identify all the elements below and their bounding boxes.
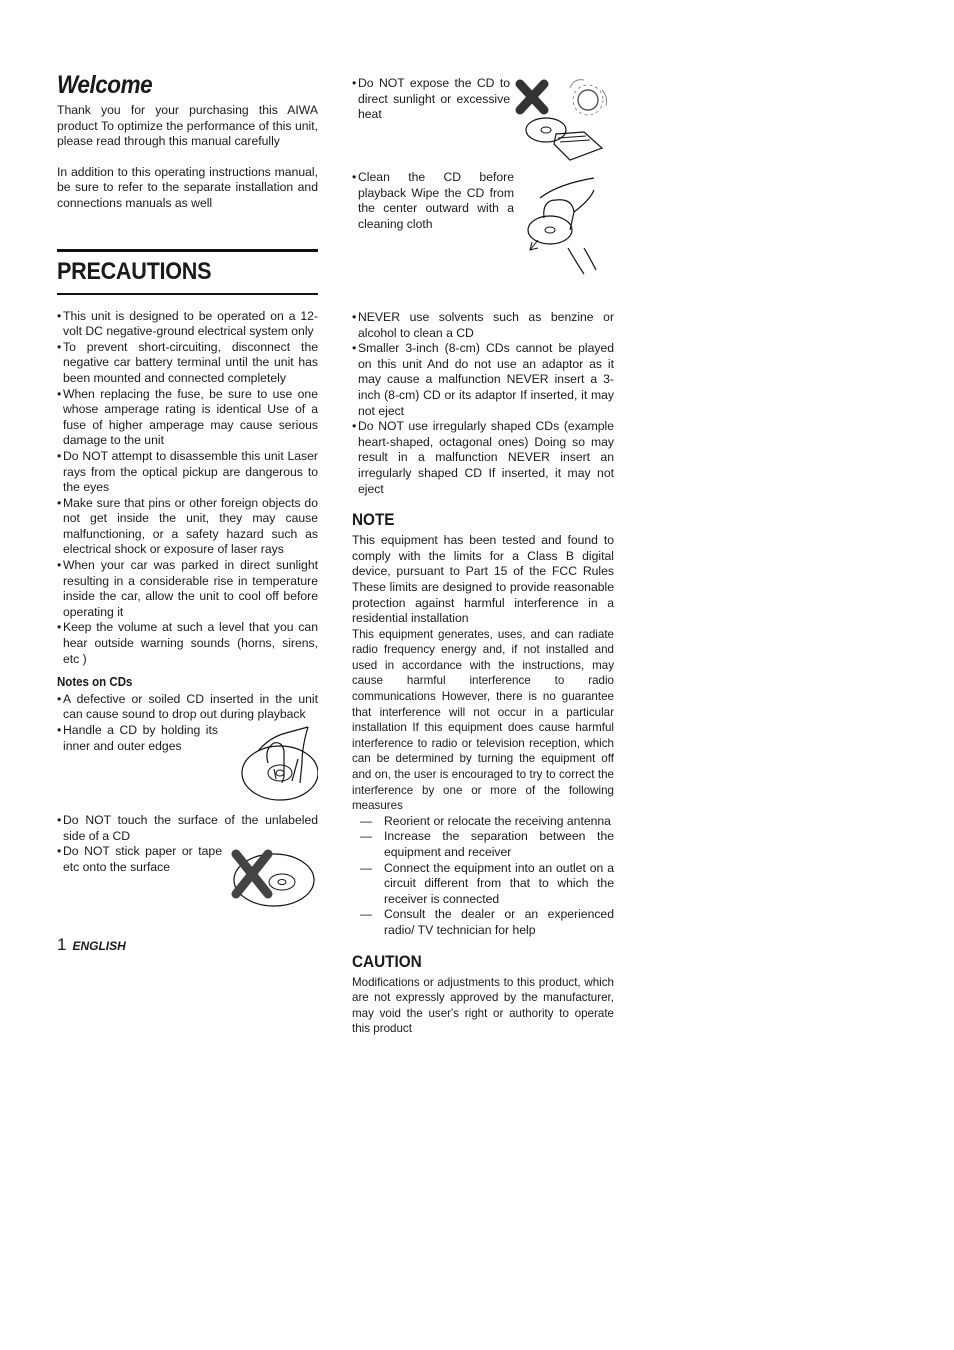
list-item: — Consult the dealer or an experienced radio/ TV technician for help [360,907,614,938]
welcome-paragraph-2: In addition to this operating instructions manual, be sure to refer to the separate installation and connections manuals as well [57,164,318,210]
caution-heading: CAUTION [352,951,422,971]
left-column [57,70,318,908]
welcome-title: Welcome [57,71,153,99]
list-item: • NEVER use solvents such as benzine or alcohol to clean a CD [352,310,614,341]
list-item: • Do NOT touch the surface of the unlabeled side of a CD [57,813,318,844]
list-item: • To prevent short-circuiting, disconnect the negative car battery terminal until the unit has been mounted and connected completely [57,340,318,387]
page-number: 1 [57,935,67,954]
list-item: • A defective or soiled CD inserted in the unit can cause sound to drop out during playback [57,692,318,723]
no-sticker-illustration [222,844,318,908]
note-paragraph-1: This equipment has been tested and found to comply with the limits for a Class B digital device, pursuant to Part 15 of the FCC Rules These limits are designed to provide reasonable protection against harmful interference in a residential installation [352,533,614,626]
caution-text: Modifications or adjustments to this product, which are not expressly approved by the manufacturer, may void the user's right or authority to operate this product [352,975,614,1036]
divider-top [57,249,318,252]
list-item: — Connect the equipment into an outlet on a circuit different from that to which the receiver is connected [360,861,614,908]
precautions-list [57,309,318,668]
notes-on-cds-heading: Notes on CDs [57,675,133,690]
sun-heat-illustration [510,76,614,162]
language-label: ENGLISH [72,939,126,953]
list-item: — Reorient or relocate the receiving antenna [360,814,614,830]
list-item: — Increase the separation between the equipment and receiver [360,829,614,860]
list-item: • Clean the CD before playback Wipe the CD from the center outward with a cleaning cloth [352,170,514,232]
list-item: • Do NOT use irregularly shaped CDs (example heart-shaped, octagonal ones) Doing so may result in a malfunction NEVER insert an irregularly shaped CD If inserted, it may not eject [352,419,614,497]
note-paragraph-2: This equipment generates, uses, and can radiate radio frequency energy and, if not installed and used in accordance with the instructions, may cause harmful interference to radio communications However, there is no guarantee that interference will not occur in a particular installation If this equipment does cause harmful interference to radio or television reception, which can be determined by turning the equipment off and on, the user is encouraged to try to correct the interference by one or more of the following measures [352,627,614,813]
list-item: • When replacing the fuse, be sure to use one whose amperage rating is identical Use of a fuse of higher amperage may cause serious damage to the unit [57,387,318,449]
welcome-paragraph-1: Thank you for your purchasing this AIWA product To optimize the performance of this unit, please read through this manual carefully [57,103,318,149]
notes-on-cds-list-right [352,310,614,497]
cleaning-cd-illustration [514,170,614,280]
list-item: • Handle a CD by holding its inner and outer edges [57,723,218,754]
notes-on-cds-list-left [57,692,318,723]
list-item: • When your car was parked in direct sunlight resulting in a considerable rise in temperature inside the car, allow the unit to cool off before operating it [57,558,318,620]
cd-holding-illustration [218,723,318,803]
list-item: • Smaller 3-inch (8-cm) CDs cannot be played on this unit And do not use an adaptor as it may cause a malfunction NEVER insert a 3-inch (8-cm) CD or its adaptor If inserted, it may not eject [352,341,614,419]
list-item: • Keep the volume at such a level that you can hear outside warning sounds (horns, sirens, etc ) [57,620,318,667]
note-heading: NOTE [352,510,395,530]
right-column [352,76,614,1037]
list-item: • Make sure that pins or other foreign objects do not get inside the unit, they may cause malfunctioning, or a safety hazard such as electrical shock or exposure of laser rays [57,496,318,558]
list-item: • Do NOT stick paper or tape etc onto the surface [57,844,222,875]
list-item: • Do NOT expose the CD to direct sunlight or excessive heat [352,76,510,123]
measures-list [374,814,614,939]
page-footer [57,935,126,955]
precautions-title: PRECAUTIONS [57,257,212,285]
list-item: • This unit is designed to be operated on a 12-volt DC negative-ground electrical system only [57,309,318,340]
list-item: • Do NOT attempt to disassemble this unit Laser rays from the optical pickup are dangerous to the eyes [57,449,318,496]
divider-bottom [57,293,318,295]
